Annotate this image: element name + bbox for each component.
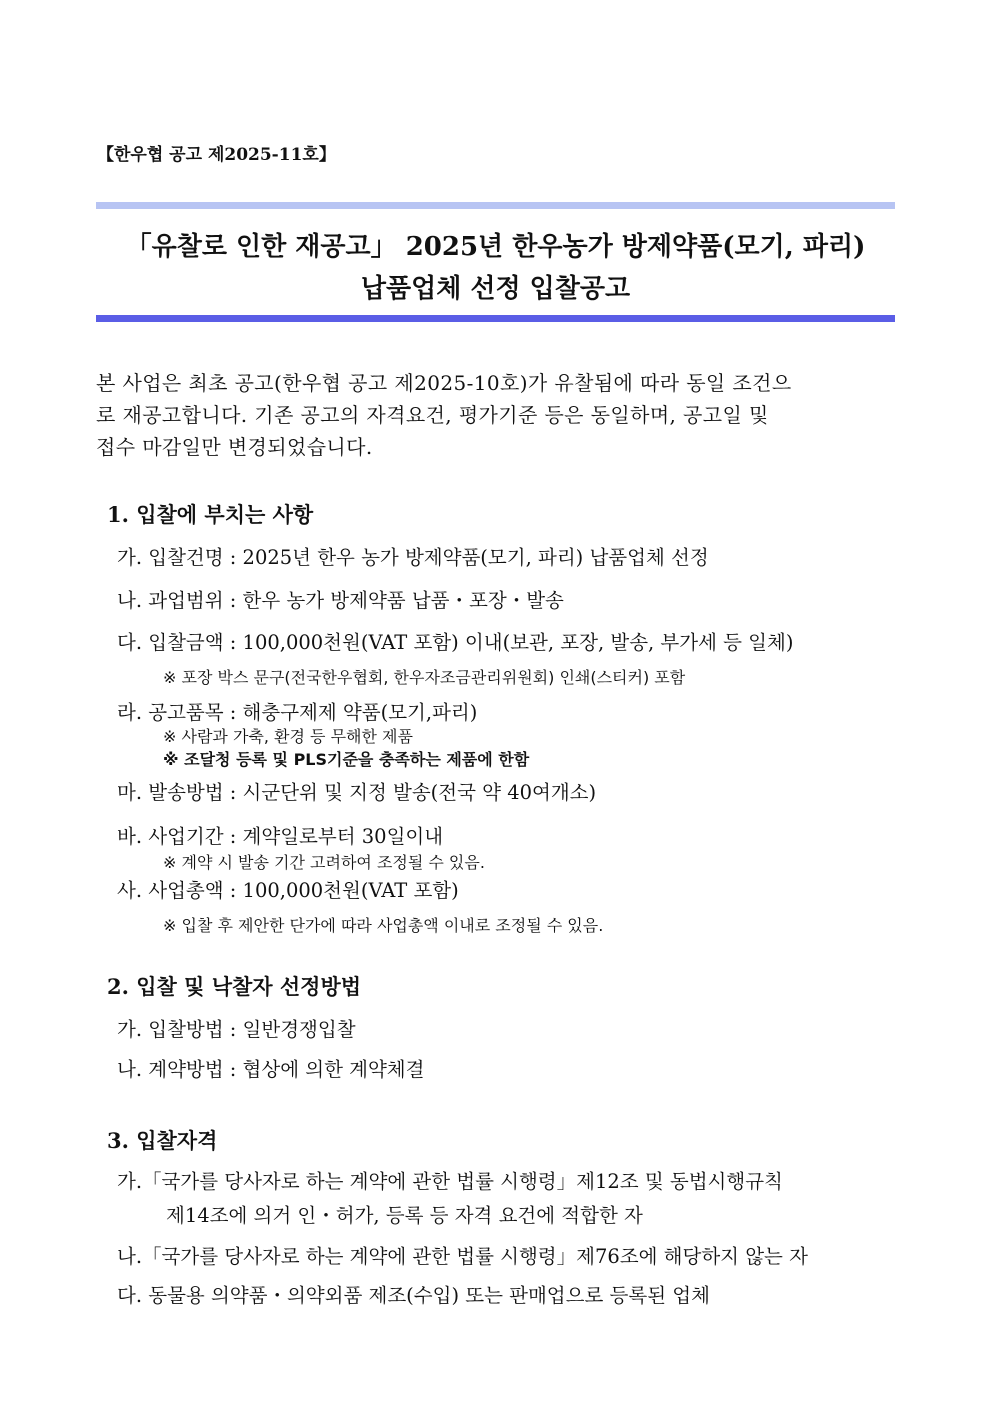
section-3-item-a-line-1: 가.「국가를 당사자로 하는 계약에 관한 법률 시행령」제12조 및 동법시행규칙: [117, 1170, 783, 1193]
section-1-heading: 1. 입찰에 부치는 사항: [107, 502, 314, 527]
section-1-item-c-note: ※ 포장 박스 문구(전국한우협회, 한우자조금관리위원회) 인쇄(스티커) 포함: [163, 668, 686, 687]
section-3-item-c: 다. 동물용 의약품・의약외품 제조(수입) 또는 판매업으로 등록된 업체: [117, 1284, 710, 1307]
section-2-item-a: 가. 입찰방법 : 일반경쟁입찰: [117, 1018, 356, 1041]
section-1-item-c: 다. 입찰금액 : 100,000천원(VAT 포함) 이내(보관, 포장, 발송, 부가세 등 일체): [117, 631, 794, 654]
section-2-item-b: 나. 계약방법 : 협상에 의한 계약체결: [117, 1058, 425, 1081]
intro-line-3: 접수 마감일만 변경되었습니다.: [96, 435, 373, 459]
section-1-item-a: 가. 입찰건명 : 2025년 한우 농가 방제약품(모기, 파리) 납품업체 선정: [117, 546, 709, 569]
section-1-item-d-note-2: ※ 조달청 등록 및 PLS기준을 충족하는 제품에 한함: [163, 750, 530, 769]
section-1-item-g: 사. 사업총액 : 100,000천원(VAT 포함): [117, 879, 459, 902]
section-1-item-d: 라. 공고품목 : 해충구제제 약품(모기,파리): [117, 701, 478, 724]
notice-number: 【한우협 공고 제2025-11호】: [97, 145, 336, 165]
section-1-item-g-note: ※ 입찰 후 제안한 단가에 따라 사업총액 이내로 조정될 수 있음.: [163, 916, 604, 935]
title-line-2: 납품업체 선정 입찰공고: [360, 274, 631, 304]
section-2-heading: 2. 입찰 및 낙찰자 선정방법: [107, 974, 362, 999]
section-1-item-f-note: ※ 계약 시 발송 기간 고려하여 조정될 수 있음.: [163, 853, 485, 872]
section-3-item-a-line-2: 제14조에 의거 인・허가, 등록 등 자격 요건에 적합한 자: [166, 1204, 643, 1227]
section-1-item-f: 바. 사업기간 : 계약일로부터 30일이내: [117, 825, 444, 848]
section-1-item-b: 나. 과업범위 : 한우 농가 방제약품 납품・포장・발송: [117, 589, 564, 612]
intro-line-1: 본 사업은 최초 공고(한우협 공고 제2025-10호)가 유찰됨에 따라 동일 조건으: [96, 371, 792, 395]
title-line-1: 「유찰로 인한 재공고」 2025년 한우농가 방제약품(모기, 파리): [125, 232, 866, 262]
intro-line-2: 로 재공고합니다. 기존 공고의 자격요건, 평가기준 등은 동일하며, 공고일 및: [96, 403, 769, 427]
section-3-item-b: 나.「국가를 당사자로 하는 계약에 관한 법률 시행령」제76조에 해당하지 않는 자: [117, 1245, 808, 1268]
section-1-item-d-note-1: ※ 사람과 가축, 환경 등 무해한 제품: [163, 727, 413, 746]
section-1-item-e: 마. 발송방법 : 시군단위 및 지정 발송(전국 약 40여개소): [117, 781, 597, 804]
title-bottom-bar: [96, 315, 895, 322]
section-3-heading: 3. 입찰자격: [107, 1128, 218, 1153]
title-top-bar: [96, 202, 895, 209]
